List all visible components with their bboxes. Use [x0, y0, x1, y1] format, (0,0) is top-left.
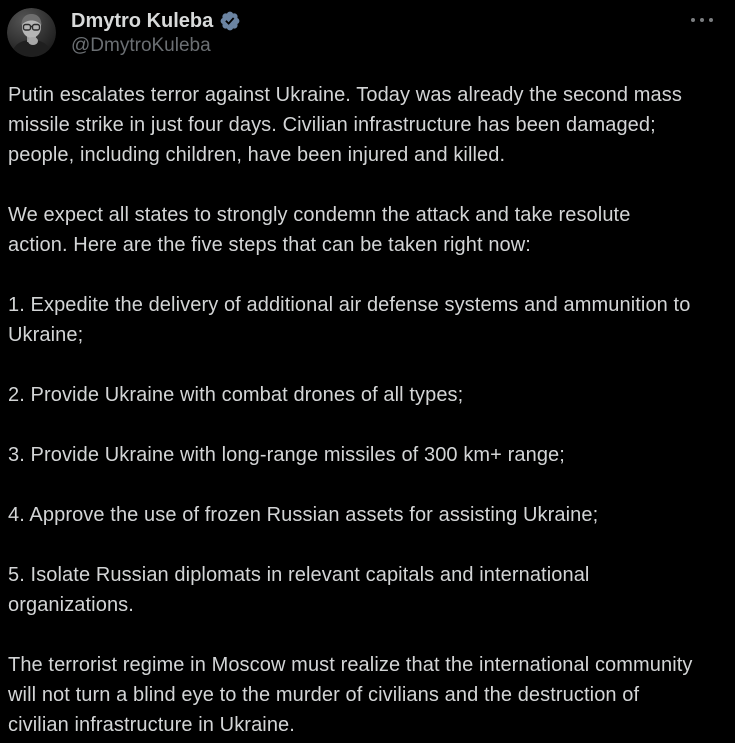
tweet-paragraph: 3. Provide Ukraine with long-range missiles of 300 km+ range; [8, 444, 565, 466]
name-row [71, 9, 241, 33]
tweet-paragraph: 1. Expedite the delivery of additional air defense systems and ammunition to Ukraine; [8, 294, 691, 346]
tweet-header [0, 0, 735, 58]
tweet-paragraph: The terrorist regime in Moscow must realize that the international community will not turn a blind eye to the murder of civilians and the destruction of civilian infrastructure in Ukraine. [8, 654, 693, 736]
tweet-paragraph: Putin escalates terror against Ukraine. Today was already the second mass missile strike in just four days. Civilian infrastructure has been damaged; people, including children, have been injured and killed. [8, 84, 682, 166]
tweet-paragraph: 5. Isolate Russian diplomats in relevant capitals and international organizations. [8, 564, 590, 616]
identity-block [71, 8, 241, 58]
tweet-paragraph: We expect all states to strongly condemn the attack and take resolute action. Here are the five steps that can be taken right now: [8, 204, 631, 256]
more-dot [700, 18, 704, 22]
more-dot [691, 18, 695, 22]
avatar[interactable] [7, 8, 56, 57]
verified-badge-icon [219, 10, 241, 32]
more-dot [709, 18, 713, 22]
tweet-paragraph: 4. Approve the use of frozen Russian assets for assisting Ukraine; [8, 504, 599, 526]
user-handle[interactable]: @DmytroKuleba [71, 35, 211, 56]
tweet-text [0, 58, 735, 740]
more-menu-button[interactable] [689, 12, 715, 28]
display-name[interactable]: Dmytro Kuleba [71, 10, 214, 32]
tweet-paragraph: 2. Provide Ukraine with combat drones of all types; [8, 384, 464, 406]
avatar-image [7, 8, 56, 57]
